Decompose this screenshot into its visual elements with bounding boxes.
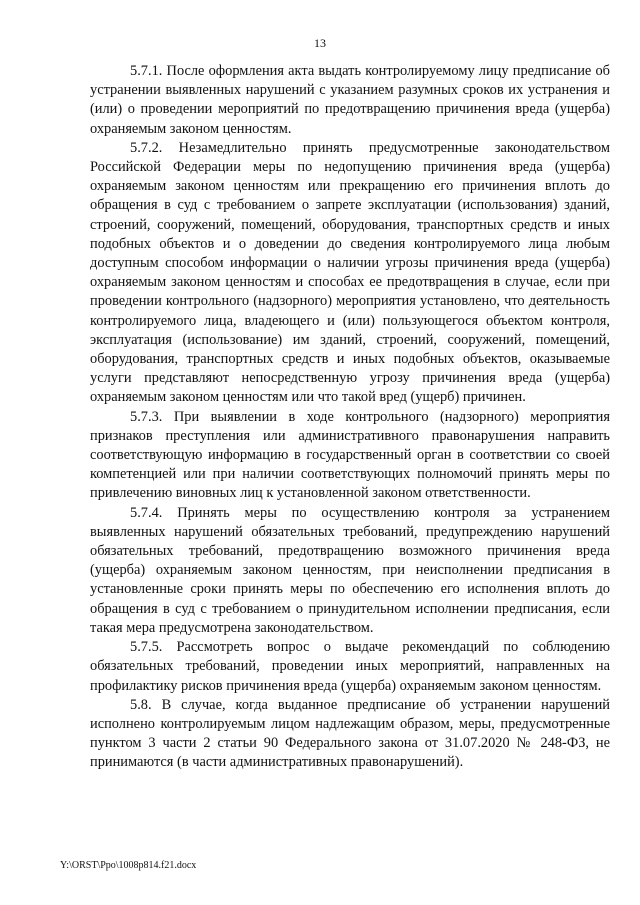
document-body	[90, 62, 610, 773]
page-number: 13	[314, 36, 326, 50]
paragraph-5-7-3: 5.7.3. При выявлении в ходе контрольного (надзорного) мероприятия признаков преступления или административного правонарушения направить соответствующую информацию в государственный орган в соответствии со своей компетенцией или при наличии соответствующих полномочий принять меры по привлечению виновных лиц к установленной законом ответственности.	[90, 408, 610, 502]
paragraph-5-7-5: 5.7.5. Рассмотреть вопрос о выдаче рекомендаций по соблюдению обязательных требований, проведении иных мероприятий, направленных на профилактику рисков причинения вреда (ущерба) охраняемым законом ценностям.	[90, 639, 610, 694]
paragraph-5-7-2: 5.7.2. Незамедлительно принять предусмотренные законодательством Российской Федерации меры по недопущению причинения вреда (ущерба) охраняемым законом ценностям или прекращению его причинения вплоть до обращения в суд с требованием о запрете эксплуатации (использования) зданий, строений, сооружений, помещений, оборудования, транспортных средств и иных подобных объектов и о доведении до сведения контролируемого лица любым доступным способом информации о наличии угрозы причинения вреда (ущерба) охраняемым законом ценностям и способах ее предотвращения в случае, если при проведении контрольного (надзорного) мероприятия установлено, что деятельность контролируемого лица, владеющего и (или) пользующегося объектом контроля, эксплуатация (использование) им зданий, строений, сооружений, помещений, оборудования, транспортных средств и иных подобных объектов, оказываемые услуги представляют непосредственную угрозу причинения вреда (ущерба) охраняемым законом ценностям или что такой вред (ущерб) причинен.	[90, 139, 610, 406]
paragraph-5-8: 5.8. В случае, когда выданное предписание об устранении нарушений исполнено контролируемым лицом надлежащим образом, меры, предусмотренные пунктом 3 части 2 статьи 90 Федерального закона от 31.07.2020 № 248-ФЗ, не принимаются (в части административных правонарушений).	[90, 696, 610, 771]
paragraph-5-7-4: 5.7.4. Принять меры по осуществлению контроля за устранением выявленных нарушений обязательных требований, предупреждению нарушений обязательных требований, предотвращению возможного причинения вреда (ущерба) охраняемым законом ценностям, при неисполнении предписания в установленные сроки принять меры по обеспечению его исполнения вплоть до обращения в суд с требованием о принудительном исполнении предписания, если такая мера предусмотрена законодательством.	[90, 504, 610, 636]
file-path-footer: Y:\ORST\Ppo\1008p814.f21.docx	[60, 860, 197, 871]
paragraph-5-7-1: 5.7.1. После оформления акта выдать контролируемому лицу предписание об устранении выявленных нарушений с указанием разумных сроков их устранения и (или) о проведении мероприятий по предотвращению причинения вреда (ущерба) охраняемым законом ценностям.	[90, 63, 610, 137]
